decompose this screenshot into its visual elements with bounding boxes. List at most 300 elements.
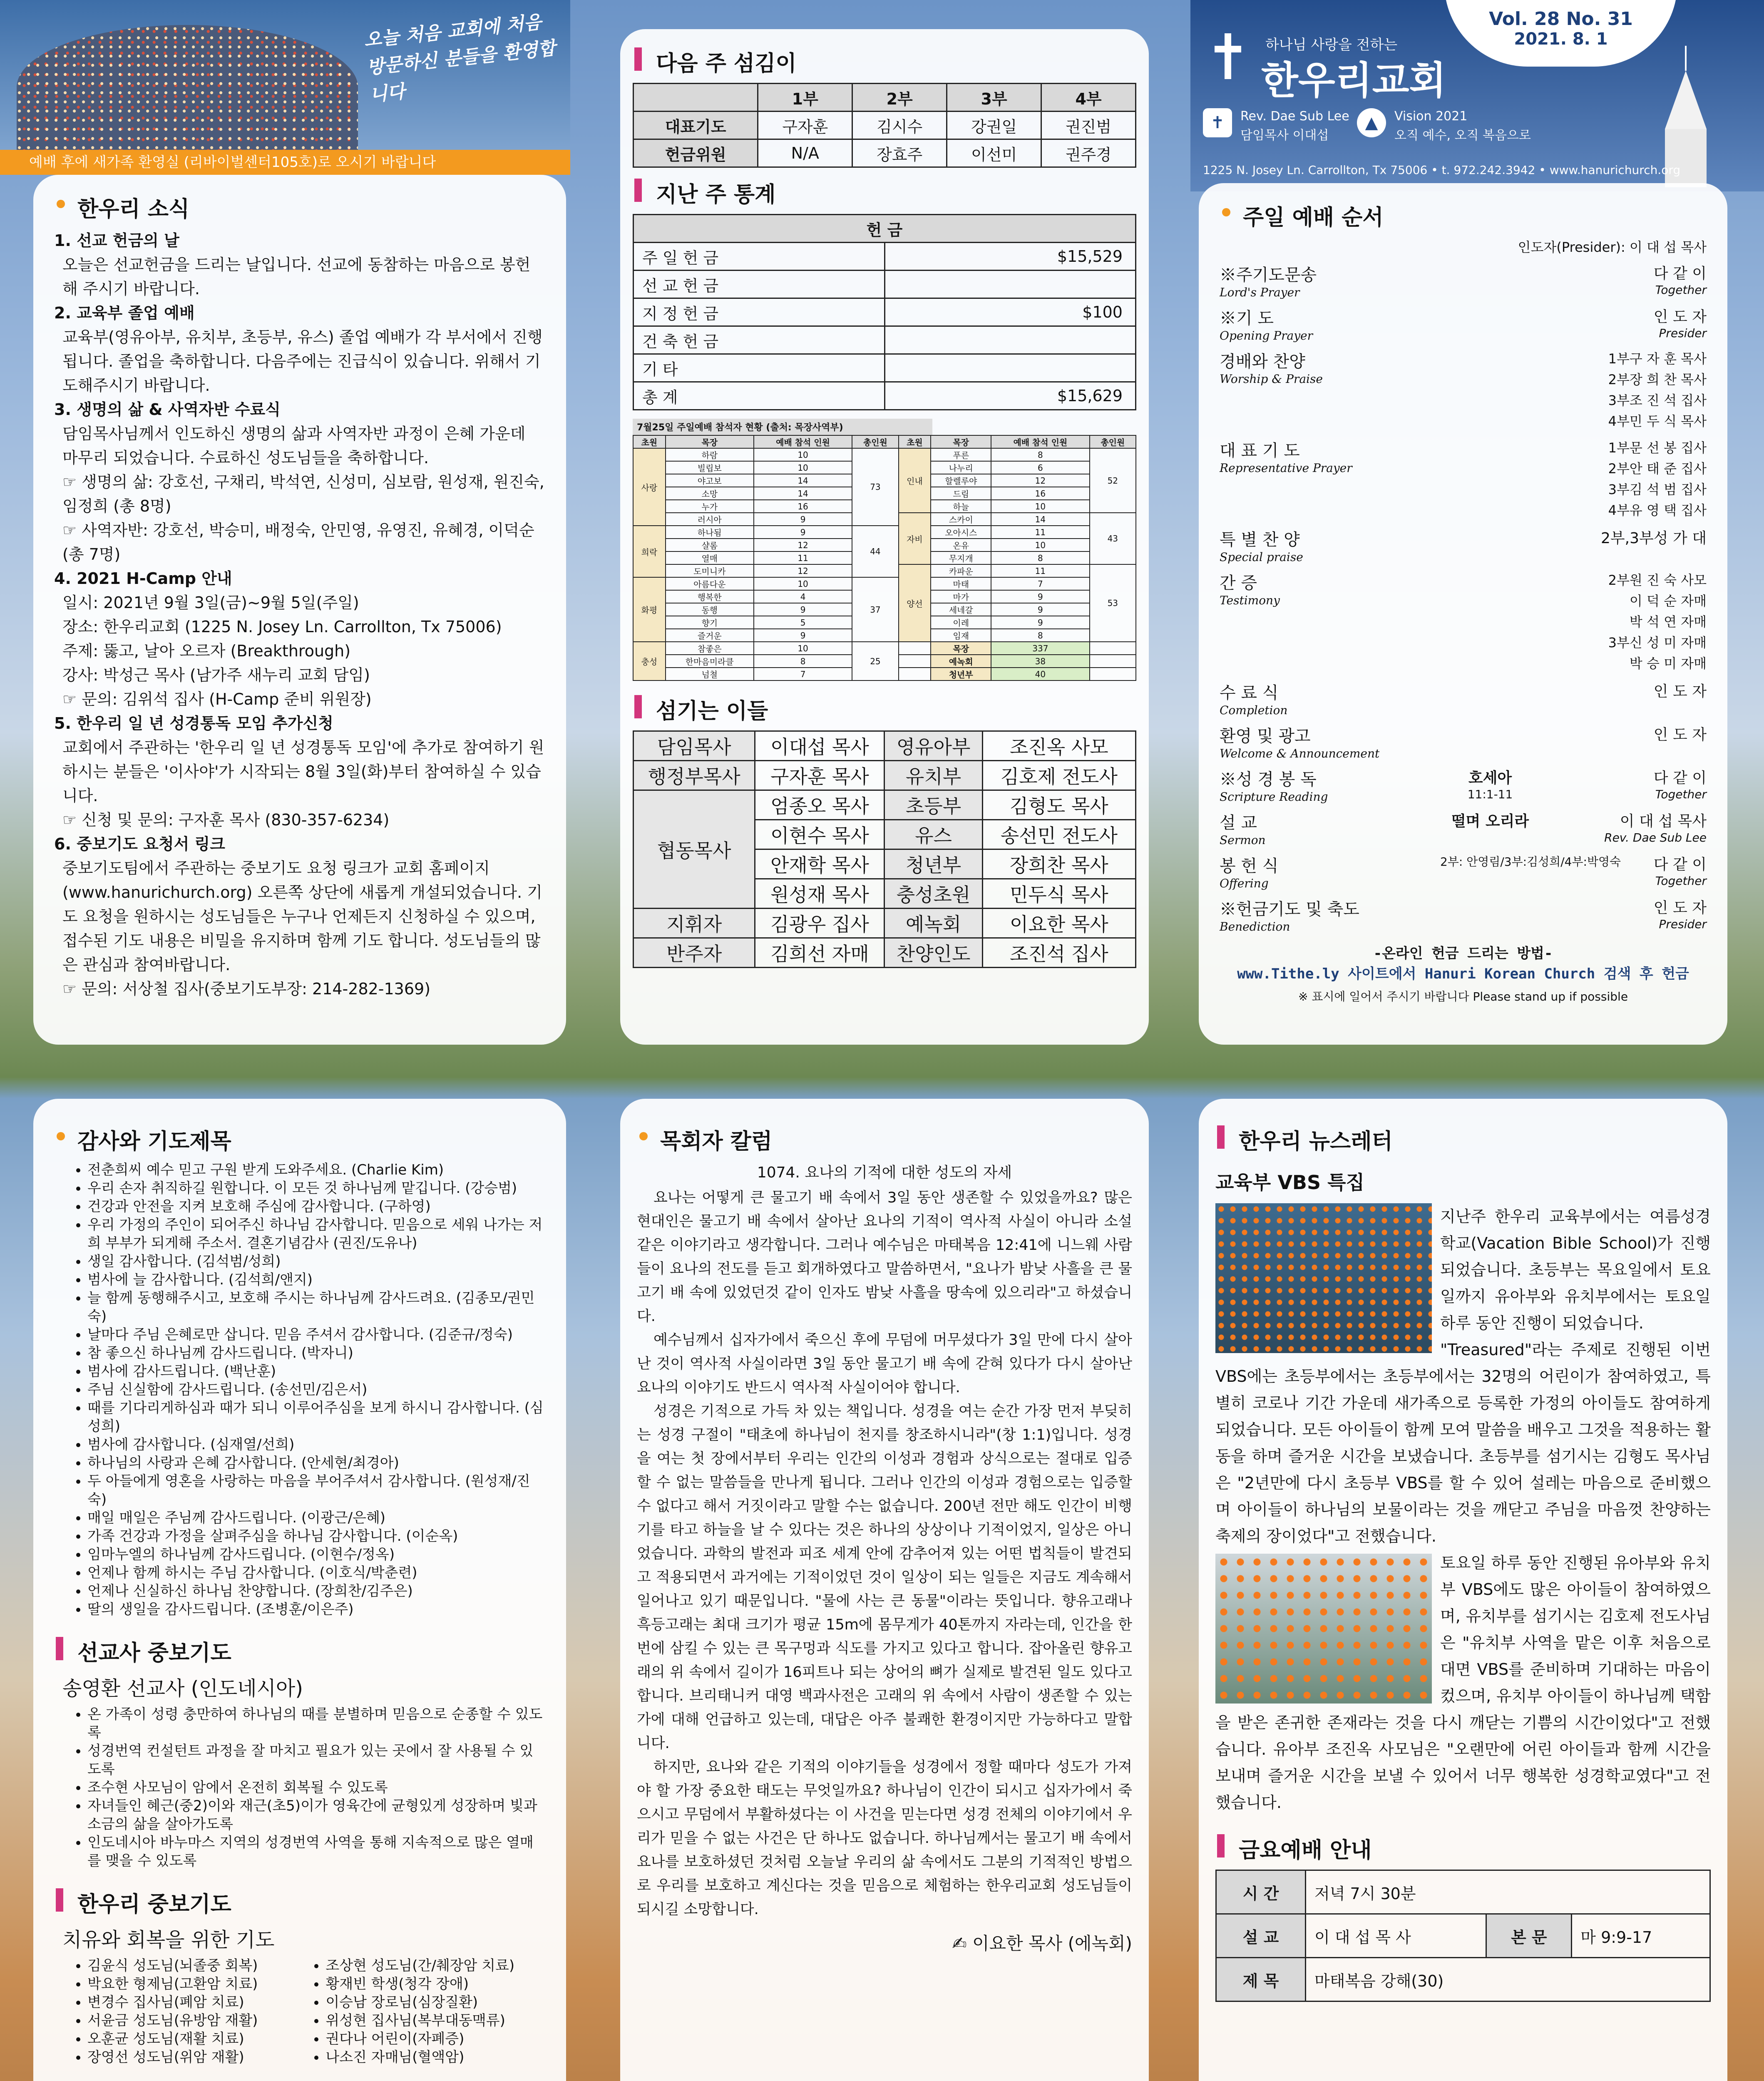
- order-right: [1544, 262, 1707, 297]
- friday-topic: 마태복음 강해(30): [1306, 1958, 1710, 2002]
- order-left: [1220, 810, 1436, 847]
- summary-value: 38: [991, 655, 1089, 668]
- list-item: • 건강과 안전을 지켜 보호해 주심에 감사합니다. (구하영): [87, 1197, 545, 1216]
- group-total: 25: [852, 642, 898, 680]
- next-week-row: [634, 139, 1136, 167]
- intercession-right-list: [292, 1957, 545, 2066]
- order-line: 3부신 성 미 자매: [1608, 635, 1707, 651]
- attendance-col: 예배 참석 인원: [754, 435, 852, 448]
- order-item: [1220, 766, 1707, 804]
- list-item: • 때를 기다리게하심과 때가 되니 이루어주심을 보게 하시니 감사합니다. (심성희): [87, 1399, 545, 1435]
- offering-label: 건 축 헌 금: [634, 326, 885, 354]
- news-item-line: 강사: 박성근 목사 (남가주 새누리 교회 담임): [62, 666, 370, 684]
- cell-count: 10: [754, 642, 852, 655]
- cell-name: 동행: [666, 603, 754, 616]
- cell-count: 9: [991, 603, 1089, 616]
- friday-preacher: 이 대 섭 목 사: [1306, 1914, 1486, 1958]
- vbs-photo-2: [1215, 1554, 1432, 1704]
- group-name: 양선: [899, 564, 931, 642]
- news-item-head: 5. 한우리 일 년 성경통독 모임 추가신청: [54, 714, 333, 733]
- order-ko: 환영 및 광고: [1220, 727, 1311, 746]
- offering-row: [634, 243, 1136, 271]
- servant-row: [634, 938, 1136, 968]
- servant-role: 담임목사: [634, 731, 755, 761]
- order-right: [1544, 570, 1707, 674]
- order-left: [1220, 896, 1436, 934]
- cell-count: 9: [754, 526, 852, 539]
- news-item-body: 교육부(영유아부, 유치부, 초등부, 유스) 졸업 예배가 각 부서에서 진행됩니다. 졸업을 축하합니다. 다음주에는 진급식이 있습니다. 위해서 기도해주시기 바랍니다.: [62, 328, 543, 395]
- summary-spacer: [1090, 642, 1136, 655]
- next-week-cell: 구자훈: [758, 112, 852, 139]
- next-week-header-row: [634, 84, 1136, 112]
- news-item-body: 담임목사님께서 인도하신 생명의 삶과 사역자반 과정이 은혜 가운데 마무리 되었습니다. 수료하신 성도님들을 축하합니다.: [62, 425, 526, 467]
- cell-name: 마가: [931, 590, 991, 603]
- cell-name: 오아시스: [931, 526, 991, 539]
- order-line: 1부문 선 봉 집사: [1608, 440, 1707, 456]
- order-left: [1220, 680, 1436, 717]
- list-item: • 이승남 장로님(심장질환): [325, 1993, 545, 2011]
- order-line: 1부구 자 훈 목사: [1608, 351, 1707, 367]
- order-left: [1220, 437, 1436, 475]
- summary-label: 목장: [931, 642, 991, 655]
- servant-name: 이요한 목사: [982, 909, 1135, 938]
- news-item-body: 오늘은 선교헌금을 드리는 날입니다. 선교에 동참하는 마음으로 봉헌해 주시기 바랍니다.: [62, 256, 531, 298]
- cell-name: 행복한: [666, 590, 754, 603]
- order-en: Representative Prayer: [1220, 461, 1352, 475]
- next-week-cell: 김시수: [852, 112, 947, 139]
- list-item: • 임마누엘의 하나님께 감사드립니다. (이현수/정옥): [87, 1545, 545, 1564]
- friday-text: 마 9:9-17: [1572, 1914, 1710, 1958]
- order-who-en: Together: [1655, 787, 1707, 801]
- summary-spacer: [1090, 668, 1136, 680]
- news-item-note: ☞ 신청 및 문의: 구자훈 목사 (830-357-6234): [62, 811, 390, 829]
- order-who: 인 도 자: [1653, 308, 1707, 325]
- list-item: • 언제나 함께 하시는 주님 감사합니다. (이호식/박춘련): [87, 1564, 545, 1582]
- next-week-cell: 헌금위원: [634, 139, 758, 167]
- pastor-ko: 담임목사 이대섭: [1240, 128, 1329, 143]
- group-name: 사랑: [633, 448, 666, 526]
- order-en: Completion: [1220, 703, 1288, 717]
- list-item: • 조수현 사모님이 암에서 온전히 회복될 수 있도록: [87, 1778, 545, 1797]
- cell-count: 9: [991, 590, 1089, 603]
- column-paragraph: 요나는 어떻게 큰 물고기 배 속에서 3일 동안 생존할 수 있었을까요? 많은 현대인은 물고기 배 속에서 살아난 요나의 기적이 역사적 사실이 아니라 소설 같은 이야기라고 생각합니다. 그러나 예수님은 마태복음 12:41에 니느웨 사람들이 요나의 전도를 듣고 회개하였다고 말씀하면서, "요나가 밤낮 사흘을 큰 물고기 배 속에 있었던것 같이 인자도 밤낮 사흘을 땅속에 있으리라"고 하셨습니다.: [637, 1189, 1132, 1325]
- order-en: Sermon: [1220, 833, 1266, 847]
- servant-name: 민두식 목사: [982, 879, 1135, 909]
- offering-amount: $15,529: [884, 243, 1136, 271]
- summary-label: 예녹회: [931, 655, 991, 668]
- next-week-table: [633, 83, 1136, 168]
- friday-table: [1215, 1870, 1711, 2002]
- attendance-header-row: [633, 435, 1136, 448]
- cell-count: 9: [754, 603, 852, 616]
- order-line: 박 석 연 자매: [1629, 614, 1707, 630]
- list-item: • 가족 건강과 가정을 살펴주심을 하나님 감사합니다. (이순옥): [87, 1527, 545, 1545]
- welcome-script: 오늘 처음 교회에 처음 방문하신 분들을 환영합니다: [363, 11, 557, 106]
- order-who: 인 도 자: [1653, 726, 1707, 743]
- order-ko: ※헌금기도 및 축도: [1220, 900, 1359, 919]
- offering-header: 헌 금: [634, 215, 1136, 243]
- servant-row: [634, 909, 1136, 938]
- servant-role: 지휘자: [634, 909, 755, 938]
- group-name: 자비: [899, 513, 931, 564]
- presider-line: 인도자(Presider): 이 대 섭 목사: [1518, 239, 1707, 255]
- offering-label: 주 일 헌 금: [634, 243, 885, 271]
- newsletter-p2: "Treasured"라는 주제로 진행된 이번 VBS에는 초등부에서는 초등부에서는 32명의 어린이가 참여하였고, 특별히 코로나 기간 가운데 새가족으로 등록한 가정의 아이들도 참여하게 되었습니다. 모든 아이들이 함께 모여 말씀을 배우고 그것을 적용하는 활동을 하며 즐거운 시간을 보냈습니다. 초등부를 섬기시는 김형도 목사님은 "2년만에 다시 초등부 VBS를 할 수 있어 설레는 마음으로 준비했으며 아이들이 하나님의 보물이라는 것을 깨닫고 주님을 마음껏 찬양하는 축제의 장이었다"고 전했습니다.: [1215, 1341, 1711, 1545]
- cell-count: 6: [991, 461, 1089, 474]
- cell-name: 누가: [666, 500, 754, 513]
- order-ko: 설 교: [1220, 813, 1257, 832]
- next-week-title: 다음 주 섬김이: [633, 46, 1136, 77]
- vision-icon: ▲: [1357, 108, 1386, 137]
- pastor-en: Rev. Dae Sub Lee: [1240, 109, 1349, 124]
- news-item-note: ☞ 생명의 삶: 강호선, 구채리, 박석연, 신성미, 심보람, 원성재, 원진숙, 임정희 (총 8명): [62, 473, 544, 515]
- intercession-title: 한우리 중보기도: [54, 1887, 545, 1918]
- cell-name: 넘쳘: [666, 668, 754, 680]
- cell-count: 12: [754, 564, 852, 577]
- cell-count: 8: [991, 551, 1089, 564]
- cell-name: 무지개: [931, 551, 991, 564]
- list-item: • 온 가족이 성령 충만하여 하나님의 때를 분별하며 믿음으로 순종할 수 있도록: [87, 1705, 545, 1742]
- servant-name: 원성재 목사: [755, 879, 884, 909]
- order-right: [1544, 305, 1707, 340]
- order-who-en: Rev. Dae Sub Lee: [1604, 831, 1707, 844]
- cell-name: 아름다운: [666, 577, 754, 590]
- order-who: 다 같 이: [1653, 265, 1707, 282]
- order-ko: 봉 헌 식: [1220, 857, 1279, 876]
- order-mid-title: 호세아: [1468, 770, 1512, 787]
- attendance-table: [633, 435, 1136, 681]
- list-item: • 우리 손자 취직하길 원합니다. 이 모든 것 하나님께 맡깁니다. (강승범): [87, 1179, 545, 1197]
- order-line: 박 승 미 자매: [1629, 656, 1707, 671]
- next-week-row: [634, 112, 1136, 139]
- attendance-row: [633, 642, 1136, 655]
- summary-value: 40: [991, 668, 1089, 680]
- group-name: 희락: [633, 526, 666, 577]
- servant-role: 찬양인도: [884, 938, 982, 968]
- mission-list: [54, 1705, 545, 1870]
- news-item-line: ☞ 문의: 김위석 집사 (H-Camp 준비 위원장): [62, 690, 372, 708]
- order-who: 인 도 자: [1653, 683, 1707, 700]
- order-item: [1220, 348, 1707, 432]
- servant-name: 김형도 목사: [982, 790, 1135, 820]
- servant-role: 충성초원: [884, 879, 982, 909]
- list-item: • 오훈균 성도님(재활 치료): [87, 2030, 292, 2048]
- group-total: 37: [852, 577, 898, 642]
- congregation-crowd: [17, 25, 358, 150]
- order-mid-sub: 11:1-11: [1467, 787, 1513, 801]
- cell-count: 10: [754, 577, 852, 590]
- servant-name: 김희선 자매: [755, 938, 884, 968]
- list-item: • 위성현 집사님(복부대동맥류): [325, 2011, 545, 2030]
- list-item: • 인도네시아 바누마스 지역의 성경번역 사역을 통해 지속적으로 많은 열매를 맺을 수 있도록: [87, 1833, 545, 1870]
- servant-name: 송선민 전도사: [982, 820, 1135, 849]
- order-who: 이 대 섭 목사: [1620, 813, 1707, 830]
- order-mid-sub: 2부: 안영림/3부:김성희/4부:박영숙: [1440, 855, 1621, 869]
- intercession-subtitle: 치유와 회복을 위한 기도: [62, 1928, 275, 1952]
- order-right: [1544, 526, 1707, 548]
- list-item: • 매일 매일은 주님께 감사드립니다. (이광근/은혜): [87, 1509, 545, 1527]
- servant-role: 영유아부: [884, 731, 982, 761]
- friday-time: 저녁 7시 30분: [1306, 1870, 1710, 1914]
- news-item-head: 4. 2021 H-Camp 안내: [54, 569, 232, 588]
- list-item: • 늘 함께 동행해주시고, 보호해 주시는 하나님께 감사드려요. (김종모/권민숙): [87, 1289, 545, 1326]
- order-left: [1220, 766, 1436, 804]
- order-ko: 대 표 기 도: [1220, 441, 1300, 460]
- summary-spacer: [899, 668, 931, 680]
- news-item-head: 2. 교육부 졸업 예배: [54, 304, 195, 322]
- order-right: [1544, 723, 1707, 744]
- bible-icon: ✝: [1203, 108, 1232, 137]
- attendance-col: 초원: [899, 435, 931, 448]
- order-en: Opening Prayer: [1220, 329, 1313, 343]
- list-item: • 주님 신실함에 감사드립니다. (송선민/김은서): [87, 1381, 545, 1399]
- summary-spacer: [899, 655, 931, 668]
- order-ko: 경배와 찬양: [1220, 352, 1305, 371]
- order-ko: 간 증: [1220, 574, 1257, 593]
- offering-amount: [884, 326, 1136, 354]
- church-address: 1225 N. Josey Ln. Carrollton, Tx 75006 • t. 972.242.3942 • www.hanurichurch.org: [1203, 163, 1681, 177]
- servant-name: 김광우 집사: [755, 909, 884, 938]
- next-week-cell: N/A: [758, 139, 852, 167]
- middle-top-panel: [620, 29, 1149, 1045]
- servant-role: 청년부: [884, 849, 982, 879]
- summary-spacer: [899, 642, 931, 655]
- order-item: [1220, 305, 1707, 343]
- thanks-list: [54, 1161, 545, 1619]
- order-who: 다 같 이: [1653, 856, 1707, 873]
- offering-row: [634, 271, 1136, 298]
- list-item: • 박요한 형제님(고환암 치료): [87, 1975, 292, 1993]
- servant-name: 엄종오 목사: [755, 790, 884, 820]
- newsletter-title: 한우리 뉴스레터: [1215, 1124, 1711, 1155]
- order-ko: 특 별 찬 양: [1220, 530, 1300, 549]
- summary-value: 337: [991, 642, 1089, 655]
- offering-header-row: [634, 215, 1136, 243]
- cell-name: 한마음미라클: [666, 655, 754, 668]
- missionary-name: 송영환 선교사 (인도네시아): [62, 1677, 303, 1700]
- next-week-col: 3부: [947, 84, 1041, 112]
- online-offering-line: www.Tithe.ly 사이트에서 Hanuri Korean Church 검색 후 헌금: [1237, 966, 1689, 982]
- order-mid: [1440, 766, 1540, 801]
- thanks-title: 감사와 기도제목: [54, 1124, 545, 1155]
- offering-label: 총 계: [634, 382, 885, 410]
- order-line: 2부안 태 준 집사: [1608, 461, 1707, 477]
- mission-title: 선교사 중보기도: [54, 1635, 545, 1666]
- news-title: 한우리 소식: [54, 191, 545, 223]
- servant-name: 구자훈 목사: [755, 761, 884, 790]
- order-item: [1220, 437, 1707, 521]
- order-left: [1220, 526, 1436, 564]
- order-left: [1220, 853, 1436, 890]
- servant-name: 이현수 목사: [755, 820, 884, 849]
- next-week-cell: 이선미: [947, 139, 1041, 167]
- order-item: [1220, 262, 1707, 299]
- cell-name: 향기: [666, 616, 754, 629]
- attendance-row: [633, 526, 1136, 539]
- cell-count: 14: [754, 487, 852, 500]
- church-name: 한우리교회: [1261, 58, 1446, 103]
- order-en: Special praise: [1220, 550, 1303, 564]
- attendance-col: 초원: [633, 435, 666, 448]
- servant-row: [634, 731, 1136, 761]
- order-item: [1220, 680, 1707, 717]
- volume-badge: [1444, 0, 1677, 67]
- next-week-col: 4부: [1041, 84, 1136, 112]
- cell-name: 드림: [931, 487, 991, 500]
- order-who: 다 같 이: [1653, 770, 1707, 787]
- servant-role: 유치부: [884, 761, 982, 790]
- offering-row: [634, 326, 1136, 354]
- cell-count: 11: [991, 564, 1089, 577]
- order-item: [1220, 810, 1707, 847]
- column-paragraph: 하지만, 요나와 같은 기적의 이야기들을 성경에서 정할 때마다 성도가 가져야 할 가장 중요한 태도는 무엇일까요? 하나님이 인간이 되시고 십자가에서 죽으시고 무덤에서 부활하셨다는 이 사건을 믿는다면 성경 전체의 이야기에서 우리가 믿을 수 없는 사건은 단 하나도 없습니다. 하나님께서는 물고기 배 속에서 요나를 보호하셨던 것처럼 오늘날 우리의 삶 속에서도 그분의 기적적인 방법으로 우리를 보호하고 계신다는 것을 믿음으로 체험하는 한우리교회 성도님들이 되시길 소망합니다.: [637, 1759, 1132, 1918]
- servant-role: 초등부: [884, 790, 982, 820]
- order-line: 2부장 희 찬 목사: [1608, 372, 1707, 387]
- friday-text-label: 본 문: [1486, 1914, 1572, 1958]
- cell-name: 열매: [666, 551, 754, 564]
- next-week-col: 2부: [852, 84, 947, 112]
- servant-row: [634, 790, 1136, 820]
- column-subtitle: 1074. 요나의 기적에 대한 성도의 자세: [757, 1164, 1012, 1181]
- news-item-line: 장소: 한우리교회 (1225 N. Josey Ln. Carrollton, Tx 75006): [62, 618, 502, 636]
- list-item: • 자녀들인 혜근(중2)이와 재근(초5)이가 영육간에 균형있게 성장하며 빛과 소금의 삶을 살아가도록: [87, 1797, 545, 1833]
- order-right: [1544, 766, 1707, 801]
- cell-name: 하늘: [931, 500, 991, 513]
- cell-count: 11: [991, 526, 1089, 539]
- cell-name: 참좋은: [666, 642, 754, 655]
- stand-note: ※ 표시에 일어서 주시기 바랍니다 Please stand up if possible: [1298, 990, 1628, 1003]
- order-left: [1220, 305, 1436, 343]
- next-week-cell: 장효주: [852, 139, 947, 167]
- order-line: 3부조 진 석 집사: [1608, 392, 1707, 408]
- servants-title: 섬기는 이들: [633, 693, 1136, 725]
- cell-name: 빌립보: [666, 461, 754, 474]
- order-left: [1220, 570, 1436, 607]
- order-right: [1544, 348, 1707, 432]
- cell-count: 9: [754, 513, 852, 526]
- order-line: 2부원 진 숙 사모: [1608, 572, 1707, 588]
- cell-name: 즐거운: [666, 629, 754, 642]
- news-item-line: 주제: 뚫고, 날아 오르자 (Breakthrough): [62, 642, 351, 660]
- offering-label: 선 교 헌 금: [634, 271, 885, 298]
- order-en: Welcome & Announcement: [1220, 747, 1380, 760]
- summary-spacer: [1090, 655, 1136, 668]
- cell-count: 16: [754, 500, 852, 513]
- cell-name: 임재: [931, 629, 991, 642]
- cell-name: 나누리: [931, 461, 991, 474]
- order-item: [1220, 896, 1707, 934]
- order-mid: [1440, 810, 1540, 831]
- order-mid: [1440, 853, 1621, 869]
- order-item: [1220, 526, 1707, 564]
- offering-amount: [884, 354, 1136, 382]
- welcome-photo: [0, 0, 570, 150]
- cell-count: 8: [991, 448, 1089, 461]
- order-en: Scripture Reading: [1220, 790, 1328, 804]
- cell-count: 10: [991, 500, 1089, 513]
- vbs-photo-1: [1215, 1203, 1432, 1353]
- cell-count: 14: [754, 474, 852, 487]
- order-en: Lord's Prayer: [1220, 286, 1300, 299]
- order-title: 주일 예배 순서: [1220, 200, 1707, 231]
- order-line: 4부민 두 식 목사: [1608, 413, 1707, 429]
- column-paragraph: 성경은 기적으로 가득 차 있는 책입니다. 성경을 여는 순간 가장 먼저 부딪히는 성경 구절이 "태초에 하나님이 천지를 창조하시니라"(창 1:1)입니다. 성경을 여는 첫 장에서부터 우리는 인간의 이성과 경험과 상식으로는 절대로 입증할 수 없는 말씀들을 만나게 됩니다. 그러나 인간의 이성과 경험으로는 입증할 수 없다고 해서 거짓이라고 말할 수는 없습니다. 200년 전만 해도 인간이 비행기를 타고 하늘을 날 수 있다는 것은 하나의 상상이나 기적이었지, 일상은 아니었습니다. 과학의 발전과 피조 세계 안에 감추어져 있는 어떤 법칙들이 발견되고 적용되면서 과거에는 기적이었던 것이 일상이 되는 일들은 지금도 계속해서 일어나고 있기 때문입니다. "물에 사는 큰 동물"이라는 뜻입니다. 향유고래나 흑등고래는 최대 크기가 평균 15m에 몸무게가 40톤까지 자라는데, 인간을 한번에 삼킬 수 있는 큰 목구멍과 식도를 가지고 있다고 합니다. 잡아올린 향유고래의 위 속에서 길이가 16피트나 되는 상어의 뼈가 실제로 발견된 일도 있다고 합니다. 브리태니커 대영 백과사전은 고래의 위 속에서 사람이 생존할 수 있는가에 대해 언급하고 있는데, 대답은 아주 불쾌한 환경이지만 가능하다고 말합니다.: [637, 1403, 1132, 1752]
- offering-label: 지 정 헌 금: [634, 298, 885, 326]
- news-item-head: 6. 중보기도 요청서 링크: [54, 835, 225, 853]
- welcome-banner-text: 예배 후에 새가족 환영실 (리바이벌센터105호)로 오시기 바랍니다: [29, 154, 436, 171]
- order-left: [1220, 348, 1436, 386]
- order-en: Offering: [1220, 877, 1269, 890]
- newsletter-p3: 토요일 하루 동안 진행된 유아부와 유치부 VBS에도 많은 아이들이 참여하였으며, 유치부를 섬기시는 김호제 전도사님은 "유치부 사역을 맡은 이후 처음으로 대면 VBS를 준비하며 기대하는 마음이 컸으며, 유치부 아이들이 하나님께 택함을 받은 존귀한 존재라는 것을 다시 깨닫는 기쁨의 시간이었다"고 전했습니다. 유아부 조진옥 사모님은 "오랜만에 어린 아이들과 함께 시간을 보내며 즐거운 시간을 보낼 수 있어서 너무 행복한 성경학교였다"고 전했습니다.: [1215, 1554, 1711, 1812]
- cell-count: 9: [991, 616, 1089, 629]
- list-item: • 서윤금 성도님(유방암 재활): [87, 2011, 292, 2030]
- order-list: [1220, 262, 1707, 934]
- list-item: • 하나님의 사랑과 은혜 감사합니다. (안세현/최경아): [87, 1454, 545, 1472]
- order-right: [1544, 896, 1707, 931]
- order-right: [1544, 437, 1707, 521]
- cell-count: 4: [754, 590, 852, 603]
- list-item: • 우리 가정의 주인이 되어주신 하나님 감사합니다. 믿음으로 세워 나가는 저희 부부가 되게해 주소서. 결혼기념감사 (권진/도유나): [87, 1216, 545, 1252]
- order-item: [1220, 723, 1707, 760]
- volume-number: Vol. 28 No. 31: [1489, 8, 1633, 30]
- vision-en: Vision 2021: [1394, 109, 1468, 124]
- order-line: 4부유 영 택 집사: [1608, 502, 1707, 518]
- order-right: [1544, 853, 1707, 888]
- news-item-note: ☞ 문의: 서상철 집사(중보기도부장: 214-282-1369): [62, 980, 431, 998]
- attendance-col: 목장: [931, 435, 991, 448]
- order-who-en: Together: [1655, 874, 1707, 888]
- attendance-col: 총인원: [1090, 435, 1136, 448]
- news-item-line: 일시: 2021년 9월 3일(금)~9월 5일(주일): [62, 594, 359, 612]
- attendance-col: 예배 참석 인원: [991, 435, 1089, 448]
- attendance-title: 7월25일 주일예배 참석자 현황 (출처: 목장사역부): [633, 419, 932, 435]
- cell-name: 세네갈: [931, 603, 991, 616]
- group-name: 충성: [633, 642, 666, 680]
- friday-title: 금요예배 안내: [1215, 1833, 1711, 1864]
- cell-name: 스카이: [931, 513, 991, 526]
- stats-title: 지난 주 통계: [633, 177, 1136, 208]
- cell-count: 12: [991, 474, 1089, 487]
- servant-role: 예녹회: [884, 909, 982, 938]
- servants-table: [633, 730, 1136, 968]
- friday-topic-label: 제 목: [1216, 1958, 1306, 2002]
- list-item: • 황재빈 학생(청각 장애): [325, 1975, 545, 1993]
- cell-count: 5: [754, 616, 852, 629]
- cell-count: 16: [991, 487, 1089, 500]
- servant-role: 협동목사: [634, 790, 755, 909]
- welcome-banner: [0, 150, 570, 175]
- list-item: • 나소진 자매님(혈액암): [325, 2048, 545, 2066]
- list-item: • 변경수 집사님(폐암 치료): [87, 1993, 292, 2011]
- list-item: • 범사에 감사합니다. (심재열/선희): [87, 1435, 545, 1454]
- cell-name: 할렐루야: [931, 474, 991, 487]
- list-item: • 범사에 늘 감사합니다. (김석희/앤지): [87, 1271, 545, 1289]
- order-en: Benediction: [1220, 920, 1290, 934]
- cell-count: 7: [754, 668, 852, 680]
- list-item: • 딸의 생일을 감사드립니다. (조병훈/이은주): [87, 1600, 545, 1619]
- news-item-body: 교회에서 주관하는 '한우리 일 년 성경통독 모임'에 추가로 참여하기 원하시는 분들은 '이사야'가 시작되는 8월 3일(화)부터 참여하실 수 있습니다.: [62, 738, 544, 805]
- cell-count: 8: [754, 655, 852, 668]
- issue-date: 2021. 8. 1: [1514, 30, 1608, 49]
- order-who-en: Together: [1655, 283, 1707, 297]
- attendance-row: [633, 577, 1136, 590]
- servant-name: 이대섭 목사: [755, 731, 884, 761]
- attendance-col: 목장: [666, 435, 754, 448]
- group-name: 인내: [899, 448, 931, 513]
- cell-count: 14: [991, 513, 1089, 526]
- column-panel: [620, 1099, 1149, 2081]
- order-panel: [1199, 183, 1727, 1045]
